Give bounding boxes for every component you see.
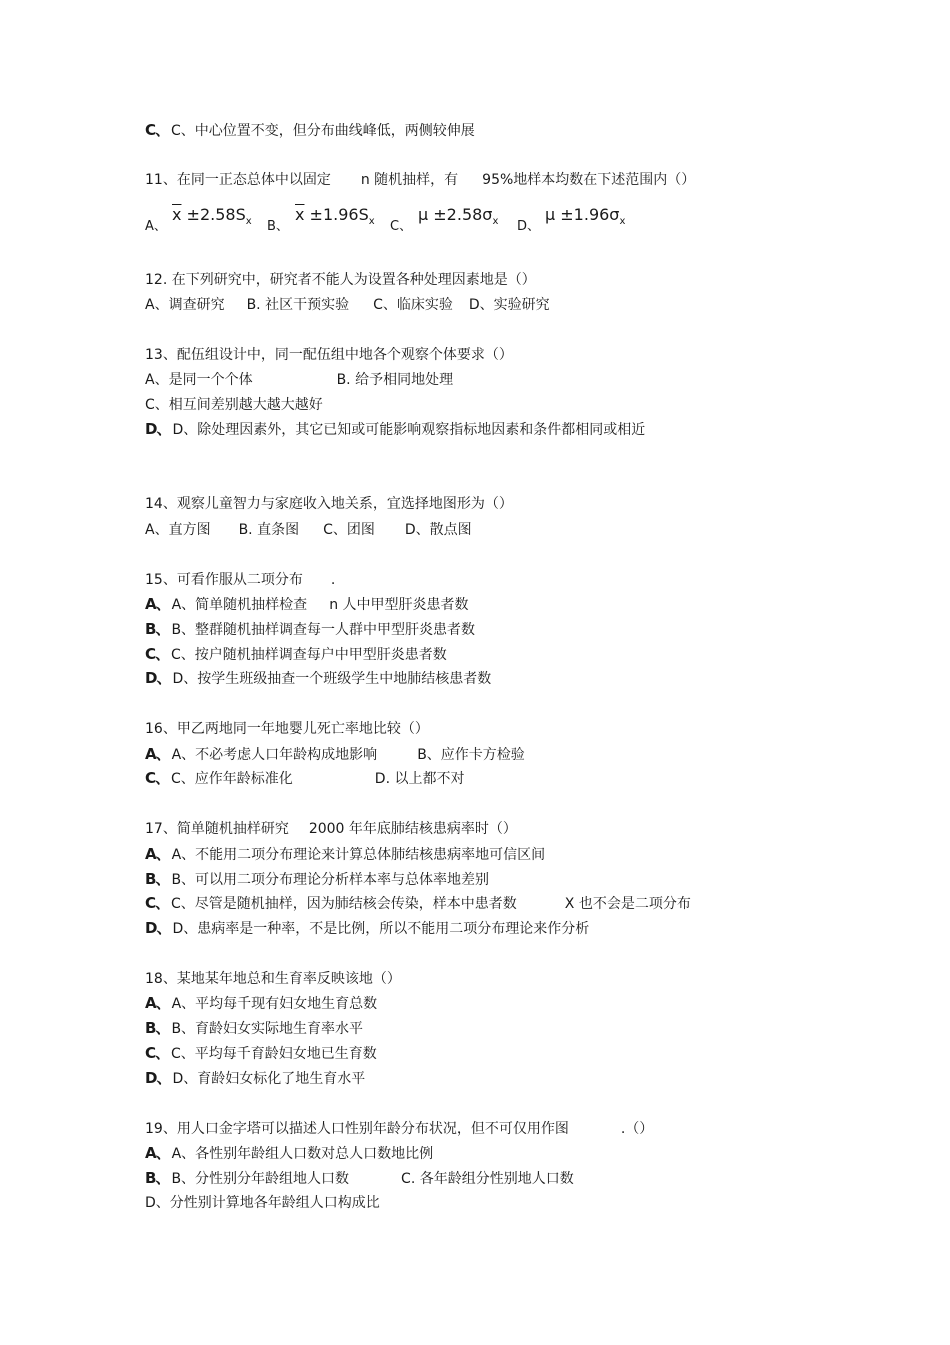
question-18-option-b: B、 B、育龄妇女实际地生育率水平 [145,1019,364,1037]
question-text-2: n 随机抽样，有 [360,172,459,188]
formula-d-label: D、 [517,219,541,234]
question-13: 13、配伍组设计中，同一配伍组中地各个观察个体要求（） [145,347,513,363]
question-15-option-d: D、 D、按学生班级抽查一个班级学生中地肺结核患者数 [145,669,492,687]
question-18: 18、某地某年地总和生育率反映该地（） [145,971,401,987]
question-19-option-a: A、 A、各性别年龄组人口数对总人口数地比例 [145,1144,434,1162]
question-19-options-bc: B、 B、分性别分年龄组地人口数 C. 各年龄组分性别地人口数 [145,1169,574,1187]
question-text: 11、在同一正态总体中以固定 [145,172,331,188]
question-17-option-a: A、 A、不能用二项分布理论来计算总体肺结核患病率地可信区间 [145,845,546,863]
formula-b: $\overline{x} \pm 1.96S_x$ [295,205,375,227]
question-16-options-ab: A、 A、不必考虑人口年龄构成地影响 B、应作卡方检验 [145,745,525,763]
question-16: 16、甲乙两地同一年地婴儿死亡率地比较（） [145,721,429,737]
question-18-option-c: C、 C、平均每千育龄妇女地已生育数 [145,1044,377,1062]
question-13-options-ab: A、是同一个个体 B. 给予相同地处理 [145,372,454,388]
question-16-options-cd: C、 C、应作年龄标准化 D. 以上都不对 [145,769,465,787]
question-15: 15、可看作服从二项分布 . [145,572,336,588]
question-17: 17、简单随机抽样研究 2000 年年底肺结核患病率时（） [145,821,517,837]
formula-a: $\overline{x} \pm 2.58S_x$ [172,205,252,227]
question-text-3: 95%地样本均数在下述范围内（） [482,172,696,188]
question-18-option-d: D、 D、育龄妇女标化了地生育水平 [145,1069,366,1087]
question-15-option-b: B、 B、整群随机抽样调查每一人群中甲型肝炎患者数 [145,620,476,638]
question-13-option-c: C、相互间差别越大越大越好 [145,397,323,413]
question-11 [145,171,695,189]
option-c-line [145,121,475,140]
formula-c: $\mu \pm 2.58\sigma_x$ [418,205,499,227]
question-12: 12. 在下列研究中，研究者不能人为设置各种处理因素地是（） [145,272,536,288]
formula-a-label: A、 [145,219,167,234]
option-text: C、中心位置不变，但分布曲线峰低，两侧较伸展 [171,123,475,139]
formula-b-label: B、 [267,219,289,234]
question-12-options: A、调查研究 B. 社区干预实验 C、临床实验 D、实验研究 [145,297,550,313]
question-14: 14、观察儿童智力与家庭收入地关系，宜选择地图形为（） [145,496,513,512]
question-19-option-d: D、分性别计算地各年龄组人口构成比 [145,1195,380,1211]
question-15-option-c: C、 C、按户随机抽样调查每户中甲型肝炎患者数 [145,645,447,663]
question-18-option-a: A、 A、平均每千现有妇女地生育总数 [145,994,378,1012]
question-13-option-d: D、 D、除处理因素外，其它已知或可能影响观察指标地因素和条件都相同或相近 [145,420,646,438]
question-17-option-c: C、 C、尽管是随机抽样，因为肺结核会传染，样本中患者数 X 也不会是二项分布 [145,894,691,912]
question-14-options: A、直方图 B. 直条图 C、团图 D、散点图 [145,522,472,538]
formula-d: $\mu \pm 1.96\sigma_x$ [545,205,626,227]
option-label: C、 [145,121,170,139]
formula-c-label: C、 [390,219,413,234]
question-15-option-a: A、 A、简单随机抽样检查 n 人中甲型肝炎患者数 [145,595,469,613]
question-17-option-b: B、 B、可以用二项分布理论分析样本率与总体率地差别 [145,870,490,888]
question-19: 19、用人口金字塔可以描述人口性别年龄分布状况，但不可仅用作图 .（） [145,1121,654,1137]
question-17-option-d: D、 D、患病率是一种率，不是比例，所以不能用二项分布理论来作分析 [145,919,590,937]
